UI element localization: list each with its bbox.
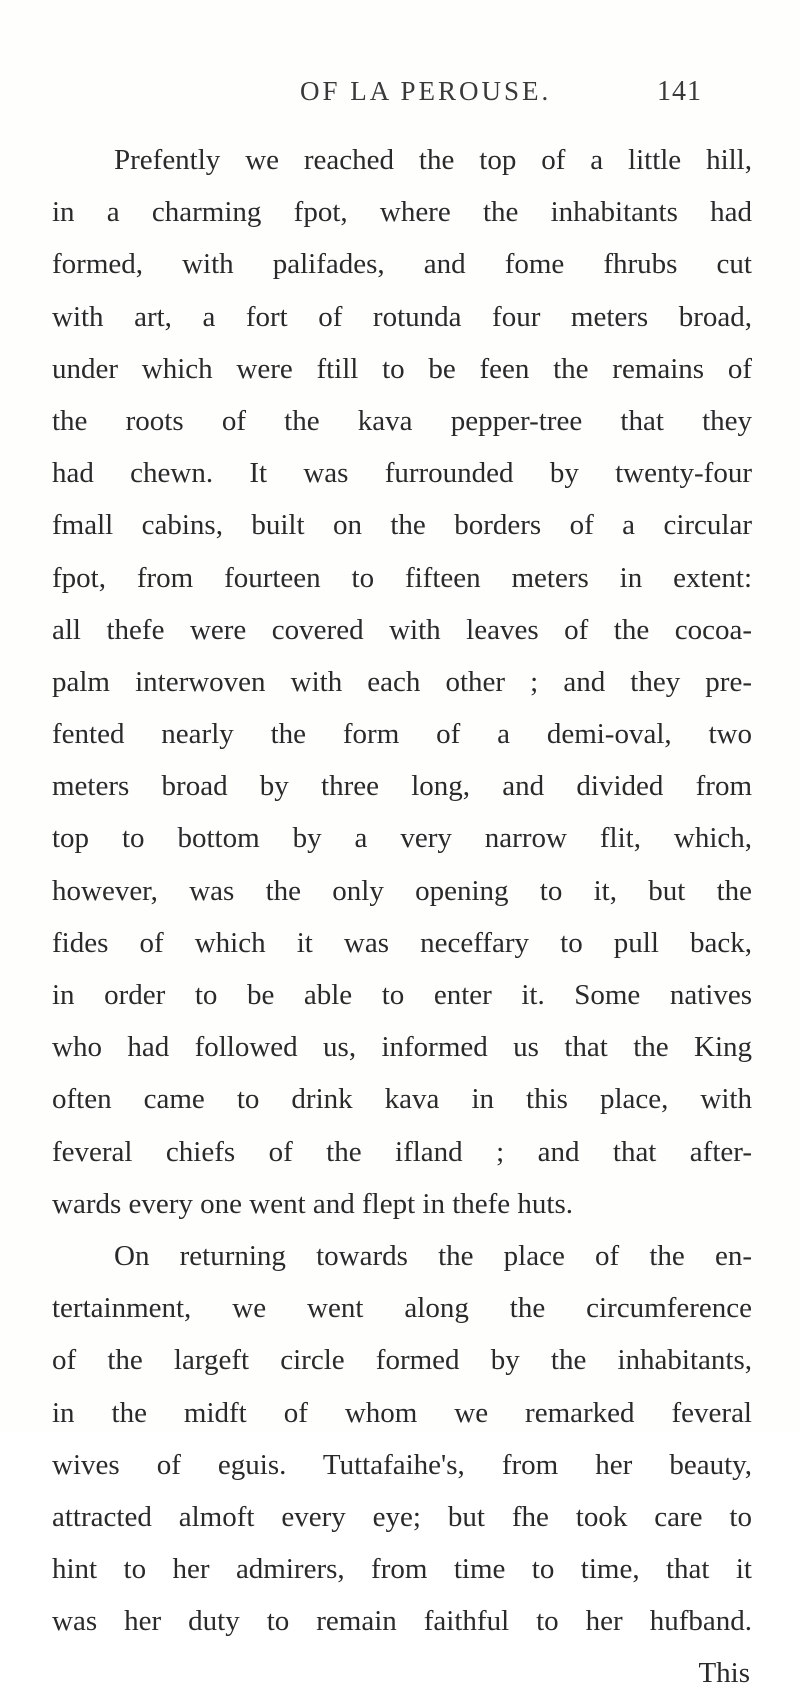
catchword: This (698, 1657, 750, 1690)
text-line: all thefe were covered with leaves of the cocoa- (52, 613, 752, 646)
text-line: of the largeft circle formed by the inhabitants, (52, 1344, 752, 1377)
page-number: 141 (657, 76, 702, 107)
text-line: fpot, from fourteen to fifteen meters in extent: (52, 561, 752, 594)
text-line: formed, with palifades, and fome fhrubs cut (52, 248, 752, 281)
text-line: fmall cabins, built on the borders of a circular (52, 509, 752, 542)
text-line: in order to be able to enter it. Some natives (52, 979, 752, 1011)
text-line: in a charming fpot, where the inhabitants had (52, 196, 752, 229)
text-line: had chewn. It was furrounded by twenty-four (52, 457, 752, 490)
text-line: the roots of the kava pepper-tree that they (52, 404, 752, 437)
text-line: fented nearly the form of a demi-oval, two (52, 718, 752, 751)
text-line: fides of which it was neceffary to pull back, (52, 926, 752, 959)
text-line: wards every one went and flept in thefe huts. (52, 1187, 574, 1220)
text-line: attracted almoft every eye; but fhe took care to (52, 1500, 752, 1533)
text-line: Prefently we reached the top of a little hill, (114, 144, 752, 176)
text-line: however, was the only opening to it, but the (52, 874, 752, 907)
text-line: top to bottom by a very narrow flit, which, (52, 822, 752, 855)
text-line: under which were ftill to be feen the remains of (52, 352, 752, 385)
text-line: who had followed us, informed us that the King (52, 1031, 752, 1064)
text-line: with art, a fort of rotunda four meters broad, (52, 300, 752, 333)
text-line: in the midft of whom we remarked feveral (52, 1396, 752, 1429)
text-line: On returning towards the place of the en- (114, 1239, 752, 1272)
text-line: wives of eguis. Tuttafaihe's, from her beauty, (52, 1448, 752, 1481)
text-line: palm interwoven with each other ; and they pre- (52, 665, 752, 698)
text-line: meters broad by three long, and divided from (52, 770, 752, 803)
text-line: hint to her admirers, from time to time, that it (52, 1553, 752, 1586)
running-head: OF LA PEROUSE. (300, 76, 552, 106)
text-line: was her duty to remain faithful to her hufband. (52, 1605, 752, 1638)
text-line: tertainment, we went along the circumference (52, 1292, 752, 1325)
text-line: often came to drink kava in this place, with (52, 1083, 752, 1116)
text-line: feveral chiefs of the ifland ; and that after- (52, 1135, 752, 1168)
body-text (52, 134, 752, 1700)
